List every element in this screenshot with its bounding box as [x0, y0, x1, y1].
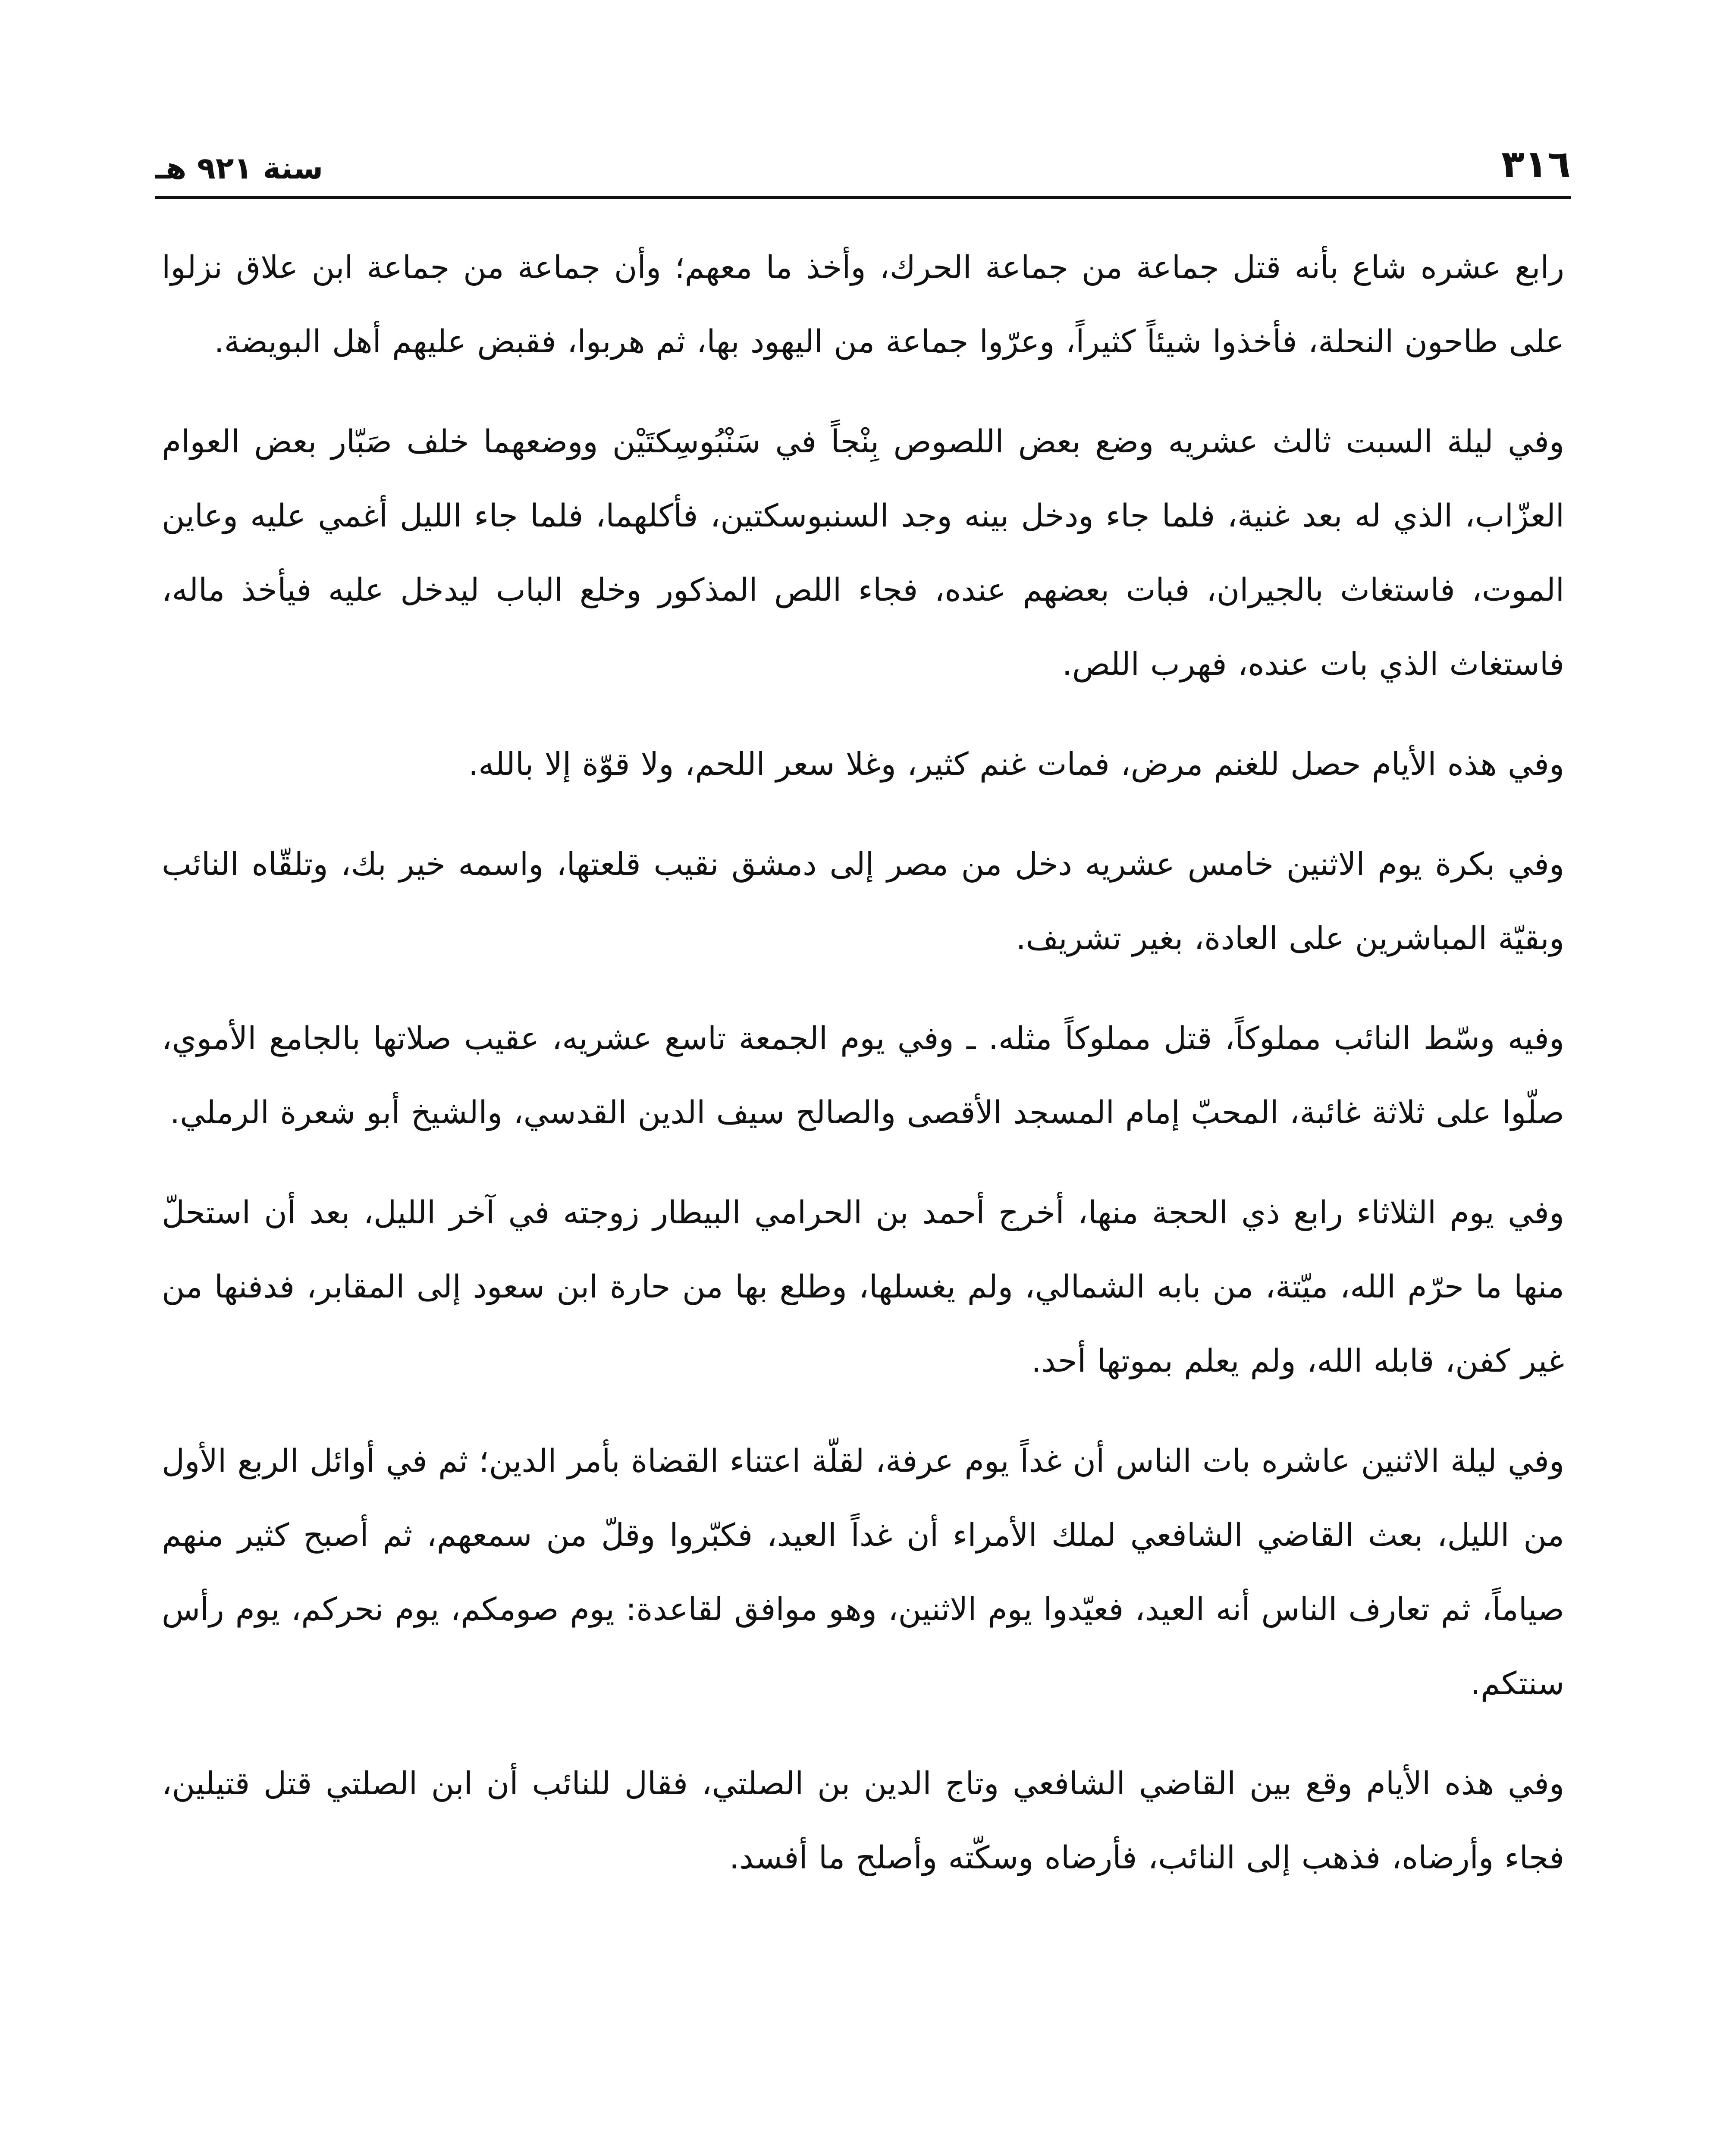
body-text: [162, 231, 1564, 1921]
paragraph: وفي هذه الأيام وقع بين القاضي الشافعي وتاج الدين بن الصلتي، فقال للنائب أن ابن الصلتي قتل قتيلين، فجاء وأرضاه، فذهب إلى النائب، فأرضاه وسكّته وأصلح ما أفسد.: [162, 1765, 1564, 1876]
running-header: [155, 132, 1571, 186]
page-number: ٣١٦: [1501, 142, 1571, 186]
header-rule: [155, 196, 1571, 199]
paragraph: وفي ليلة السبت ثالث عشريه وضع بعض اللصوص بِنْجاً في سَنْبُوسِكتَيْن ووضعهما خلف صَبّار بعض العوام العزّاب، الذي له بعد غنية، فلما جاء ودخل بينه وجد السنبوسكتين، فأكلهما، فلما جاء الليل أغمي عليه وعاين الموت، فاستغاث بالجيران، فبات بعضهم عنده، فجاء اللص المذكور وخلع الباب ليدخل عليه فيأخذ ماله، فاستغاث الذي بات عنده، فهرب اللص.: [162, 423, 1564, 683]
paragraph: رابع عشره شاع بأنه قتل جماعة من جماعة الحرك، وأخذ ما معهم؛ وأن جماعة من جماعة ابن علاق نزلوا على طاحون النحلة، فأخذوا شيئاً كثيراً، وعرّوا جماعة من اليهود بها، ثم هربوا، فقبض عليهم أهل البويضة.: [162, 249, 1564, 360]
header-year: سنة ٩٢١ هـ: [155, 150, 323, 186]
paragraph: وفي هذه الأيام حصل للغنم مرض، فمات غنم كثير، وغلا سعر اللحم، ولا قوّة إلا بالله.: [468, 746, 1564, 783]
paragraph: وفي ليلة الاثنين عاشره بات الناس أن غداً يوم عرفة، لقلّة اعتناء القضاة بأمر الدين؛ ثم في أوائل الربع الأول من الليل، بعث القاضي الشافعي لملك الأمراء أن غداً العيد، فكبّروا وقلّ من سمعهم، ثم أصبح كثير منهم صياماً، ثم تعارف الناس أنه العيد، فعيّدوا يوم الاثنين، وهو موافق لقاعدة: يوم صومكم، يوم نحركم، يوم رأس سنتكم.: [162, 1443, 1564, 1702]
paragraph: وفي يوم الثلاثاء رابع ذي الحجة منها، أخرج أحمد بن الحرامي البيطار زوجته في آخر الليل، بعد أن استحلّ منها ما حرّم الله، ميّتة، من بابه الشمالي، ولم يغسلها، وطلع بها من حارة ابن سعود إلى المقابر، فدفنها من غير كفن، قابله الله، ولم يعلم بموتها أحد.: [162, 1194, 1564, 1379]
paragraph: وفيه وسّط النائب مملوكاً، قتل مملوكاً مثله. ـ وفي يوم الجمعة تاسع عشريه، عقيب صلاتها بالجامع الأموي، صلّوا على ثلاثة غائبة، المحبّ إمام المسجد الأقصى والصالح سيف الدين القدسي، والشيخ أبو شعرة الرملي.: [162, 1020, 1564, 1131]
paragraph: وفي بكرة يوم الاثنين خامس عشريه دخل من مصر إلى دمشق نقيب قلعتها، واسمه خير بك، وتلقّاه النائب وبقيّة المباشرين على العادة، بغير تشريف.: [162, 846, 1564, 957]
